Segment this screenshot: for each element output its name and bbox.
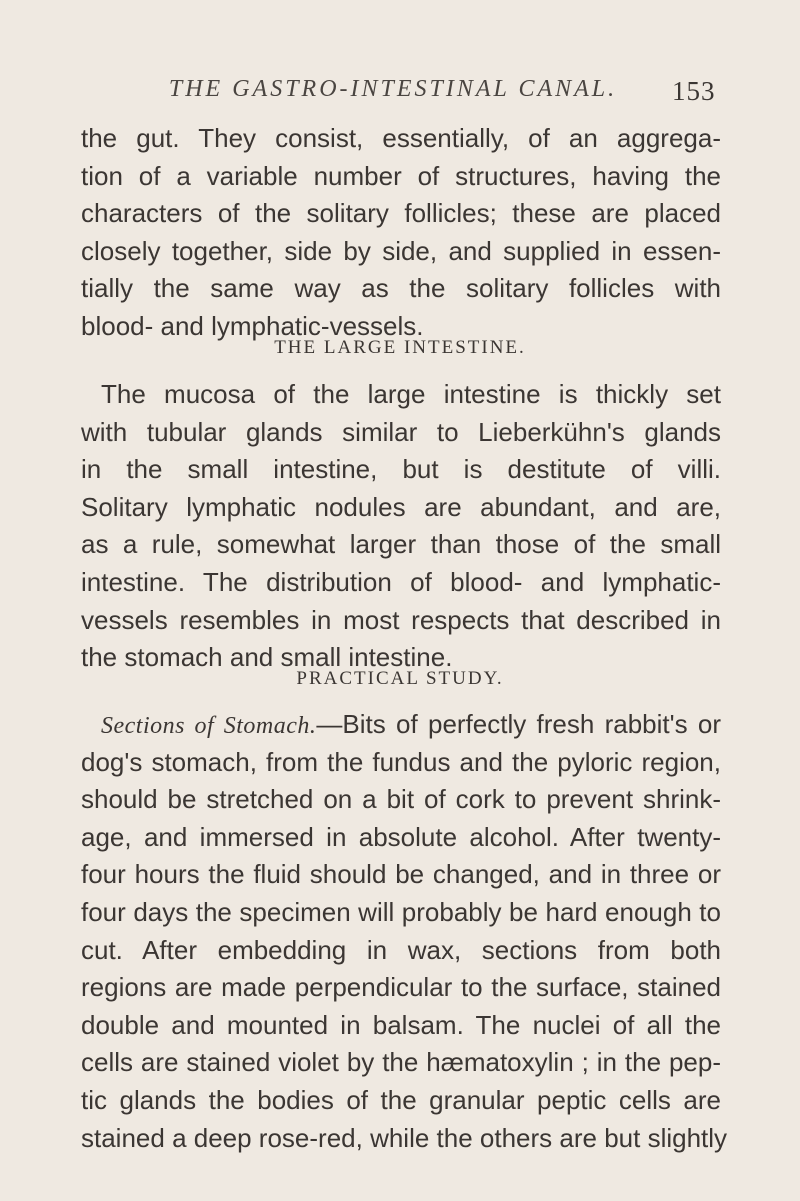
text-line: in the small intestine, but is destitute of villi. — [81, 454, 721, 485]
text-line: the stomach and small intestine. — [81, 642, 453, 673]
running-title: THE GASTRO-INTESTINAL CANAL. — [168, 76, 618, 102]
text-line: four hours the fluid should be changed, and in three or — [81, 859, 721, 890]
text-line: vessels resembles in most respects that described in — [81, 604, 721, 635]
section-heading-large-intestine: THE LARGE INTESTINE. — [274, 337, 526, 358]
text-line: age, and immersed in absolute alcohol. After twenty- — [81, 821, 721, 852]
text-line: dog's stomach, from the fundus and the pyloric region, — [81, 746, 721, 777]
paragraph-practical-study — [81, 706, 728, 1157]
text-line: intestine. The distribution of blood- and lymphatic- — [81, 566, 721, 597]
text-line: characters of the solitary follicles; these are placed — [81, 198, 721, 229]
text-line: Solitary lymphatic nodules are abundant, and are, — [81, 491, 721, 522]
text-line: cut. After embedding in wax, sections from both — [81, 934, 721, 965]
text-line: tially the same way as the solitary follicles with — [81, 273, 721, 304]
text-line: regions are made perpendicular to the surface, stained — [81, 972, 721, 1003]
text-line: The mucosa of the large intestine is thickly set — [101, 379, 721, 409]
text-line: blood- and lymphatic-vessels. — [81, 310, 424, 341]
text-line: cells are stained violet by the hæmatoxylin ; in the pep- — [81, 1047, 721, 1078]
page-number: 153 — [672, 76, 716, 106]
text-line: four days the specimen will probably be hard enough to — [81, 896, 721, 927]
text-line: double and mounted in balsam. The nuclei of all the — [81, 1009, 721, 1040]
text-line: tion of a variable number of structures, having the — [81, 160, 721, 191]
text-line: as a rule, somewhat larger than those of the small — [81, 529, 721, 560]
text-line: should be stretched on a bit of cork to prevent shrink- — [81, 784, 721, 815]
text-line: with tubular glands similar to Lieberkühn's glands — [81, 416, 721, 447]
first-line-rest: —Bits of perfectly fresh rabbit's or — [316, 709, 721, 739]
text-line: the gut. They consist, essentially, of an aggrega- — [81, 123, 721, 153]
paragraph-large-intestine — [81, 376, 721, 677]
text-line: closely together, side by side, and supplied in essen- — [81, 235, 721, 266]
italic-lead: Sections of Stomach. — [101, 713, 317, 739]
section-heading-practical-study: PRACTICAL STUDY. — [296, 668, 504, 689]
text-line-first — [81, 706, 721, 744]
text-line: stained a deep rose-red, while the others are but slightly — [81, 1122, 728, 1153]
running-head — [0, 76, 800, 116]
paragraph-continuation — [81, 120, 721, 346]
text-line: tic glands the bodies of the granular peptic cells are — [81, 1084, 721, 1115]
